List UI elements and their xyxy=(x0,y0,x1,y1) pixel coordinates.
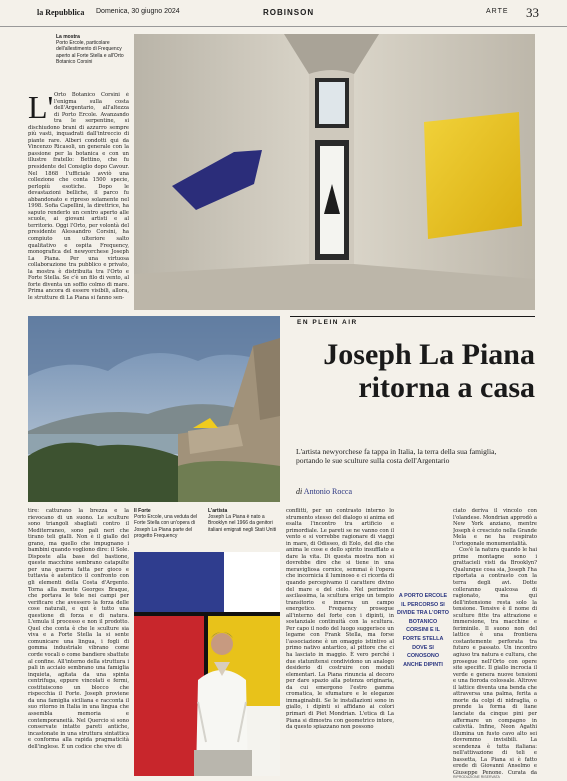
yellow-artwork xyxy=(424,112,522,239)
photo-exhibition-room xyxy=(134,34,535,310)
section-name: ARTE xyxy=(486,8,509,15)
caption-top xyxy=(56,34,128,65)
caption-artist xyxy=(208,508,282,533)
pull-quote: A PORTO ERCOLE IL PERCORSO SI DIVIDE TRA L'ORTO BOTANICO CORSINI E IL FORTE STELLA DOVE SI CONOSONO ANCHE DIPINTI xyxy=(397,593,449,668)
headline: Joseph La Piana ritorna a casa xyxy=(323,338,535,404)
article-text-1: Orto Botanico Corsini è l'enigma sulla costa dell'Argentario, all'altezza di Porto Ercole. Avanzando tra le serpentine, si dischiudono brani di azzurro sempre più vasti, inquadrati dall'intreccio di piante rare. Alberi condotti qui da Vincenzo Ricasoli, un generale con la passione per la botanica e con un illustre fratello: Bettino, che fu presidente del Consiglio dopo Cavour. Nel 1868 l'ufficiale avviò una collezione che conta 1500 specie, perlopiù esotiche. Dopo le devastazioni belliche, il parco fu abbandonato e ripreso solamente nel 1998. Sofia Capellini, la direttrice, ha saputo renderlo un centro aperto alle scuole, ai giovani artisti e al territorio. Oggi l'Orto, per volontà del presidente Alessandro Corsini, ha compiuto un ulteriore salto qualitativo e ospita Frequency, monografica del newyorchese Joseph La Piana. Per una virtuosa collaborazione tra pubblico e privato, la mostra è distribuita tra l'Orto e Forte Stella. Se c'è un filo di vento, al forte diventa un soffio colmo di mare. Prima ancora di essere visibili, allora, le strutture di La Piana si fanno sen- xyxy=(28,92,129,301)
article-text-4b: Cos'è la natura quando le hai prime montagne sono i grattacieli visti da Brooklyn? Qualunque cosa sia, Joseph l'ha riportata a contrasto con la terra degli avi. Dotte colleranno qualcosa di ragionato, ma qui dell'intensione resta solo la tensione. Tensive è il nome di sculture fitte tra attrazione e immersione, tra macchine e feriminile. Il suono non del lattice è una frontiera costantemente perforata tra futuro e passato. Un incontro agiuso tra natura e cultura, che prosegue nell'Orto con opere site specific. Il giallo incrocia il verde e genera nuove tensioni e una fioroda colossale. Altrove il lattice diventa una benda che attraversa una palma, ferita a morte da colpi di nidraglia, o prende la forma di liane lanciate da cinque pini per affermare un compagno in catività. Infine, Neon Agathi illumina un fusto cavo alto sei dovremmo invisibili. La scendenza è tutta italiana: nell'attivazione di teli e bassetta, La Piana si è fatto erede di Giovanni Anselmo e Giuseppe Penone. Curata da xyxy=(453,547,537,776)
byline-author: Antonio Rocca xyxy=(303,487,353,496)
page-number: 33 xyxy=(526,5,539,20)
caption-forte xyxy=(134,508,204,539)
article-column-2 xyxy=(28,508,129,778)
byline-prefix: di xyxy=(296,487,303,496)
issue-date: Domenica, 30 giugno 2024 xyxy=(96,8,180,15)
byline xyxy=(296,487,352,496)
supplement-name: ROBINSON xyxy=(263,8,315,17)
drop-cap: L' xyxy=(28,89,54,125)
rubric-label: EN PLEIN AIR xyxy=(297,319,358,326)
caption-artist-label: L'artista xyxy=(208,508,228,514)
masthead-brand: la Repubblica xyxy=(37,8,85,17)
caption-top-text: Porto Ercole, particolare dell'allestimento di Frequency aperto al Forte Stella e all'Orto Botanico Corsini xyxy=(56,40,124,65)
photo-artist xyxy=(134,552,280,776)
exhibition-room-illustration xyxy=(134,34,535,310)
article-text-4a: ciato deriva il vincolo con l'olandese. Mondrian approdò a New York anziano, mentre Joseph è cresciuto nella Grande Mela e ne ha respirato l'ortogonale monumentalità. xyxy=(453,508,537,547)
deck: L'artista newyorchese fa tappa in Italia, la terra della sua famiglia, portando le sue sculture sulla costa dell'Argentario xyxy=(296,447,497,466)
photo-forte-stella xyxy=(28,316,280,502)
forte-illustration xyxy=(28,316,280,502)
caption-forte-text: Porto Ercole, una veduta del Forte Stella con un'opera di Joseph La Piana parte del progetto Frequency xyxy=(134,514,198,539)
article-column-3 xyxy=(286,508,394,778)
page-header xyxy=(0,0,567,27)
article-column-4 xyxy=(453,508,537,776)
caption-artist-text: Joseph La Piana è nato a Brooklyn nel 1966 da genitori italiani emigrati negli Stati Uniti xyxy=(208,514,277,533)
copyright-note: RIPRODUZIONE RISERVATA xyxy=(453,775,500,779)
rubric-rule xyxy=(290,316,535,317)
caption-top-label: La mostra xyxy=(56,34,80,40)
artist-portrait-illustration xyxy=(134,552,280,776)
article-column-1 xyxy=(28,89,129,312)
caption-forte-label: Il Forte xyxy=(134,508,151,514)
article-text-2: tire: catturano la brezza e la rievocano di un suono. Le sculture sono triangoli sbagliati contro il Mediterraneo, sono pali neri che tirano teli gialli. Non è il giallo del grano, ma quello che impugnano i bambini quando vogliono dire: il Sole. Disposte alla base del bastione, queste macchine sembrano catapulte per una guerra fatta per gioco e tuttavia è autentico il confronto con gli elementi della Costa d'Argento. Torna alla mente Georges Braque, che portava le tele nei campi per verificare che avessero la forza delle cose naturali, e qui è tutto una questione di forza e di natura. L'emula il processo e non il prodotto. Quel che conta è che le sculture sia viva e a Forte Stella la si sente comunicare una lingua, i fogli di gomma industriale vibrano come corde vocali o come bandiere sbattute al confine. All'interno della struttura i pali in acciaio sembrano una famiglia inquieta, agitata da una spinta centrifuga, eppure vincolati e fermi, costituiscono un blocco che rispecchia il Forte. Joseph proviene da una famiglia siciliana e racconta il suo ritorno in Italia in una lingua che assembla memoria e contemporaneità. Nel Quercio si sono conservate intatte pareti antiche, incastonate in una struttura sintattica e conforma alla rapida pragmaticità dell'inglese. È un codice che vive di xyxy=(28,508,129,750)
article-text-3: conflitti, per un contrasto interno lo strumento stesso del dialogo si anima ed esalta l'incontro tra artificio e primordiale. Le pareti se ne vanno con il vento e si vorrebbe ragionare di viaggi in mare, di Odisseo, di Eolo, del dio che anima le cose e dello spirito insufflato a dare la vita. Di questa mostra non si dovrebbe dire che si tiene in una meravigliosa cornice, semmai è l'opera che incornicia il luminoso e ci ricorda di quando percepivamo il carattere divino del mare e del cielo. Nel perimetro ascilassima, la scultura erige un tempio transitorio e innerva un campo energetico. Frequency prosegue all'interno del forte con i dipinti, in sostanziale continuità con la scultura. Per capo il nodo del luogo suggerisce un legame con Frank Stella, ma forse l'associazione è un omaggio istintivo al primo nativo antartico, al pittore che ci ha lasciato in maggio. È vero perché i due statunitensi condividono un analogo desiderio di costruire con moduli elementari. La Piana rinuncia al decoro per dare spazio alla potenza originaria, da cui emergono l'estro gamma cromatica, le sfumature e le eleganze immaginabili. Se le installazioni sono in giallo, i dipinti si affidano ai colori primari di Piet Mondrian. L'etica di La Piana si dimostra con geometrico intore, da questo spiazzano non possono xyxy=(286,508,394,731)
